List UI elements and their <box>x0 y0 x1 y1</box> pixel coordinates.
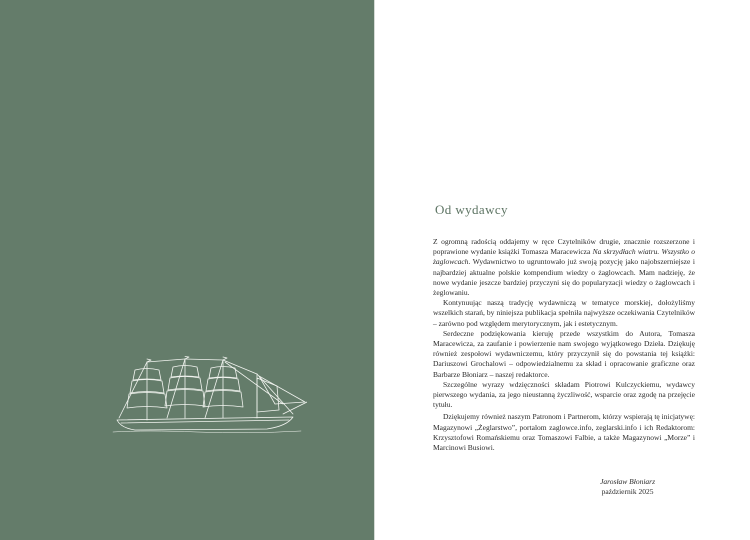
page-title: Od wydawcy <box>435 202 508 217</box>
signature-date: październik 2025 <box>601 487 654 496</box>
paragraph-4 <box>433 380 695 411</box>
paragraph-text: Kontynuując naszą tradycję wydawniczą w tematyce morskiej, dołożyliśmy wszelkich starań, by niniejsza publikacja spełniła najwyższe oczekiwania Czytelników – zarówno pod względem merytorycznym, jak i estetycznym. <box>433 298 695 328</box>
paragraph-text: Serdeczne podziękowania kieruję przede wszystkim do Autora, Tomasza Maracewicza, za zaufanie i powierzenie nam swojego wyjątkowego Dzieła. Dziękuję również zespołowi wydawniczemu, który przyczynił się do powstania tej książki: Dariuszowi Grochalowi – odpowiedzialnemu za skład i opracowanie graficzne oraz Barbarze Błoniarz – naszej redaktorce. <box>433 328 695 379</box>
paragraph-5 <box>433 412 695 453</box>
paragraph-2 <box>433 298 695 329</box>
paragraph-text: . Wydawnictwo to ugruntowało już swoją pozycję jako najobszerniejsze i najbardziej aktualne polskie kompendium wiedzy o żaglowcach. Mam nadzieję, że nowe wydanie jeszcze bardziej przyczyni się do popularyzacji wiedzy o żaglowcach i żeglowaniu. <box>433 257 695 298</box>
right-page <box>375 0 750 540</box>
sailing-ship-icon <box>107 356 307 436</box>
paragraph-text: Z ogromną radością oddajemy w ręce Czytelników drugie, znacznie rozszerzone i poprawione wydanie książki Tomasza Maracewicza <box>433 237 695 257</box>
book-title-italic: Na skrzydłach wiatru. Wszystko o żaglowcach <box>433 247 695 267</box>
signature-name: Jarosław Błoniarz <box>600 477 655 486</box>
paragraph-1 <box>433 237 695 298</box>
paragraph-text: Szczególne wyrazy wdzięczności składam Piotrowi Kulczyckiemu, wydawcy pierwszego wydania, za jego nieustanną życzliwość, wsparcie oraz zgodę na przejęcie tytułu. <box>433 379 695 410</box>
signature <box>600 477 655 497</box>
foreword-body <box>433 237 695 453</box>
left-page <box>0 0 374 540</box>
paragraph-text: Dziękujemy również naszym Patronom i Partnerom, którzy wspierają tę inicjatywę: Magazynowi „Żeglarstwo”, portalom zaglowce.info, zeglarski.info i ich Redaktorom: Krzysztofowi Romańskiemu oraz Tomaszowi Falbie, a także Magazynowi „Morze” i Marcinowi Busiowi. <box>433 412 695 453</box>
paragraph-3 <box>433 329 695 380</box>
